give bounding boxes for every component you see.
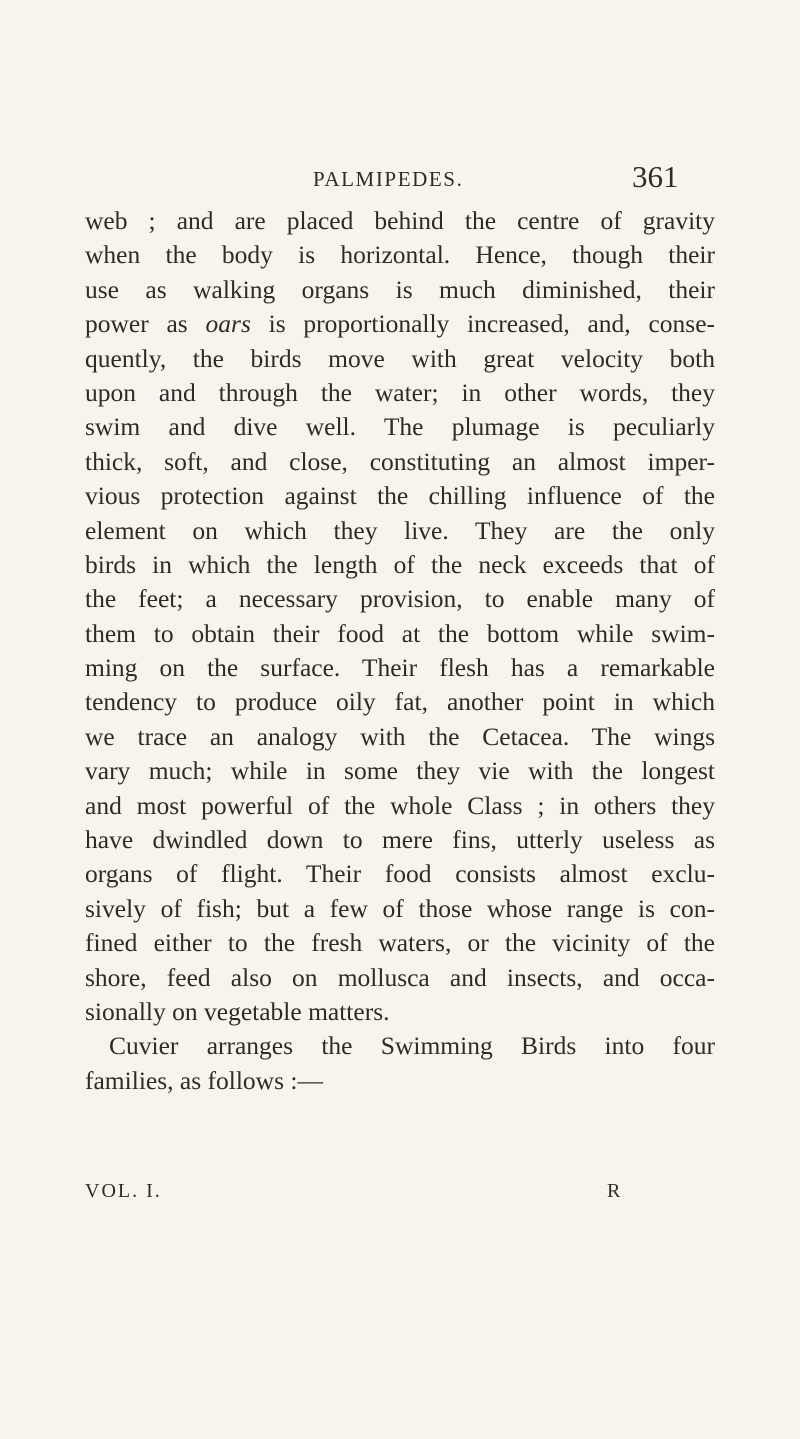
text-line: the feet; a necessary provision, to enable many of	[85, 584, 715, 614]
text-line: sively of fish; but a few of those whose range is con-	[85, 893, 715, 923]
text-segment: is proportionally increased, and, conse-	[250, 309, 716, 339]
body-text	[85, 204, 715, 1098]
text-line: and most powerful of the whole Class ; in others they	[85, 790, 715, 820]
text-line: birds in which the length of the neck exceeds that of	[85, 549, 715, 579]
italic-word: oars	[205, 309, 251, 339]
text-line: sionally on vegetable matters.	[85, 996, 390, 1026]
text-line: use as walking organs is much diminished, their	[85, 274, 715, 304]
text-line: we trace an analogy with the Cetacea. The wings	[85, 721, 715, 751]
text-line: swim and dive well. The plumage is peculiarly	[85, 412, 715, 442]
page-footer	[0, 1178, 800, 1208]
text-line: quently, the birds move with great velocity both	[85, 343, 715, 373]
text-line: vary much; while in some they vie with the longest	[85, 756, 715, 786]
text-line: vious protection against the chilling influence of the	[85, 481, 715, 511]
text-line: organs of flight. Their food consists almost exclu-	[85, 859, 715, 889]
text-line: when the body is horizontal. Hence, though their	[85, 240, 715, 270]
text-line: web ; and are placed behind the centre of gravity	[85, 206, 715, 235]
text-segment: power as	[85, 309, 206, 339]
text-line: upon and through the water; in other words, they	[85, 377, 715, 407]
page-number: 361	[632, 159, 679, 194]
text-line: tendency to produce oily fat, another point in which	[85, 687, 715, 717]
page-header	[0, 160, 800, 200]
text-line: families, as follows :—	[85, 1065, 323, 1095]
text-line: element on which they live. They are the only	[85, 515, 715, 545]
text-line: them to obtain their food at the bottom while swim-	[85, 618, 715, 648]
text-line: have dwindled down to mere fins, utterly useless as	[85, 825, 715, 855]
text-line: thick, soft, and close, constituting an almost imper-	[85, 446, 715, 476]
text-line: fined either to the fresh waters, or the vicinity of the	[85, 928, 715, 958]
signature-mark: R	[607, 1180, 621, 1202]
running-head: PALMIPEDES.	[313, 167, 464, 191]
volume-mark: VOL. I.	[85, 1180, 162, 1202]
text-line	[85, 307, 715, 341]
text-line: ming on the surface. Their flesh has a remarkable	[85, 653, 715, 683]
text-line: shore, feed also on mollusca and insects, and occa-	[85, 962, 715, 992]
text-line: Cuvier arranges the Swimming Birds into four	[109, 1031, 715, 1061]
